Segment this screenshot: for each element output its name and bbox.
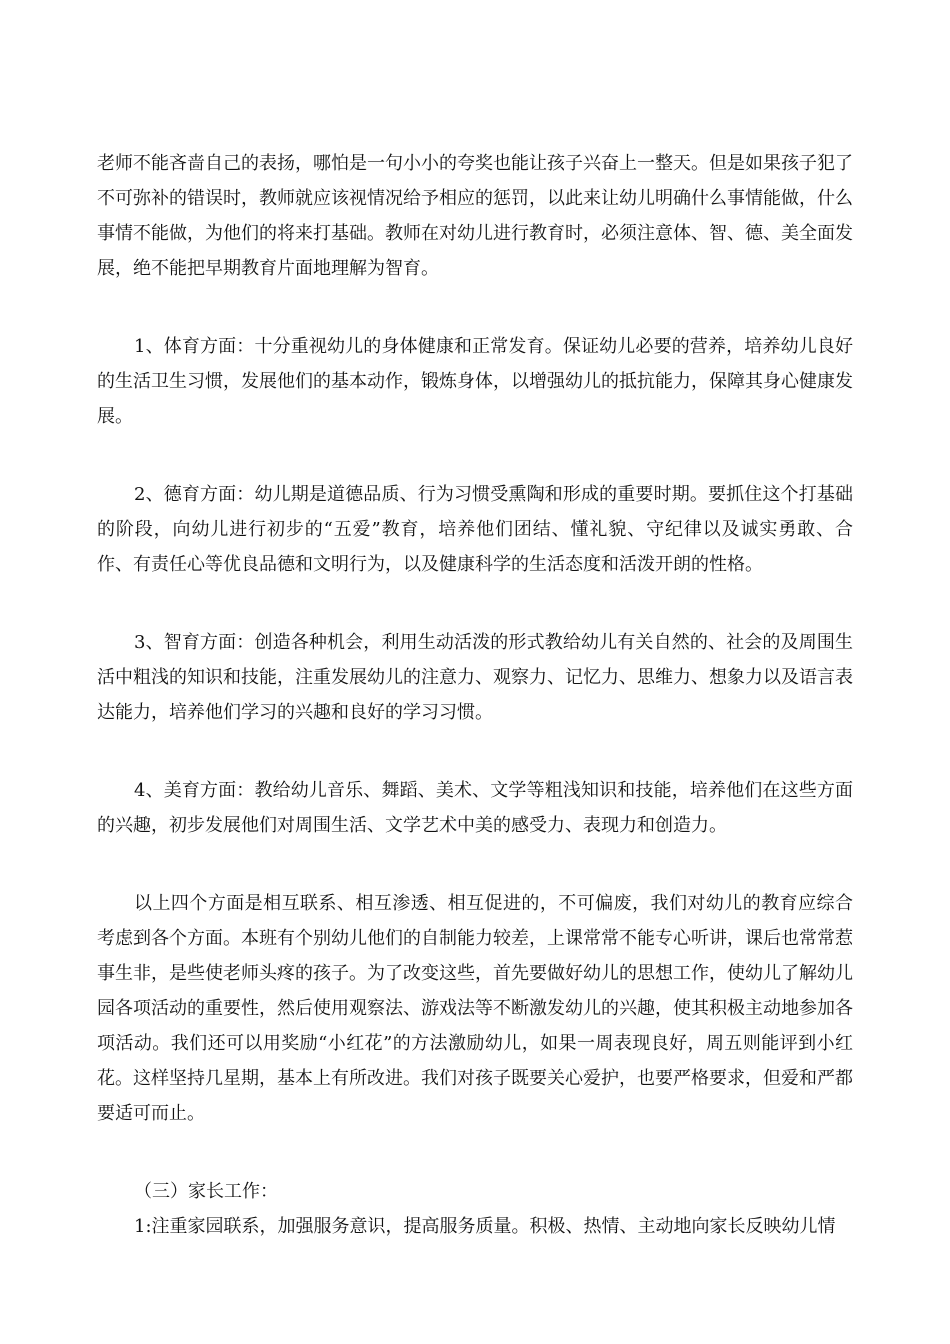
paragraph-summary: 以上四个方面是相互联系、相互渗透、相互促进的，不可偏废，我们对幼儿的教育应综合考虑到各个方面。本班有个别幼儿他们的自制能力较差，上课常常不能专心听讲，课后也常常惹事生非，是些使老师头疼的孩子。为了改变这些，首先要做好幼儿的思想工作，使幼儿了解幼儿园各项活动的重要性，然后使用观察法、游戏法等不断激发幼儿的兴趣，使其积极主动地参加各项活动。我们还可以用奖励“小红花”的方法激励幼儿，如果一周表现良好，周五则能评到小红花。这样坚持几星期，基本上有所改进。我们对孩子既要关心爱护，也要严格要求，但爱和严都要适可而止。: [97, 893, 853, 1124]
section-heading-parent-work: （三）家长工作：: [134, 1181, 278, 1202]
paragraph-parent-work-item: 1:注重家园联系，加强服务意识，提高服务质量。积极、热情、主动地向家长反映幼儿情: [134, 1216, 836, 1237]
document-body: [97, 146, 853, 1244]
paragraph-moral-education: 2、德育方面：幼儿期是道德品质、行为习惯受熏陶和形成的重要时期。要抓住这个打基础的阶段，向幼儿进行初步的“五爱”教育，培养他们团结、懂礼貌、守纪律以及诚实勇敢、合作、有责任心等优良品德和文明行为，以及健康科学的生活态度和活泼开朗的性格。: [97, 484, 853, 575]
paragraph-intro: 老师不能吝啬自己的表扬，哪怕是一句小小的夸奖也能让孩子兴奋上一整天。但是如果孩子犯了不可弥补的错误时，教师就应该视情况给予相应的惩罚，以此来让幼儿明确什么事情能做，什么事情不能做，为他们的将来打基础。教师在对幼儿进行教育时，必须注意体、智、德、美全面发展，绝不能把早期教育片面地理解为智育。: [97, 153, 853, 279]
paragraph-physical-education: 1、体育方面：十分重视幼儿的身体健康和正常发育。保证幼儿必要的营养，培养幼儿良好的生活卫生习惯，发展他们的基本动作，锻炼身体，以增强幼儿的抵抗能力，保障其身心健康发展。: [97, 336, 853, 427]
paragraph-aesthetic-education: 4、美育方面：教给幼儿音乐、舞蹈、美术、文学等粗浅知识和技能，培养他们在这些方面的兴趣，初步发展他们对周围生活、文学艺术中美的感受力、表现力和创造力。: [97, 780, 853, 836]
paragraph-intellectual-education: 3、智育方面：创造各种机会，利用生动活泼的形式教给幼儿有关自然的、社会的及周围生活中粗浅的知识和技能，注重发展幼儿的注意力、观察力、记忆力、思维力、想象力以及语言表达能力，培养他们学习的兴趣和良好的学习习惯。: [97, 632, 853, 723]
